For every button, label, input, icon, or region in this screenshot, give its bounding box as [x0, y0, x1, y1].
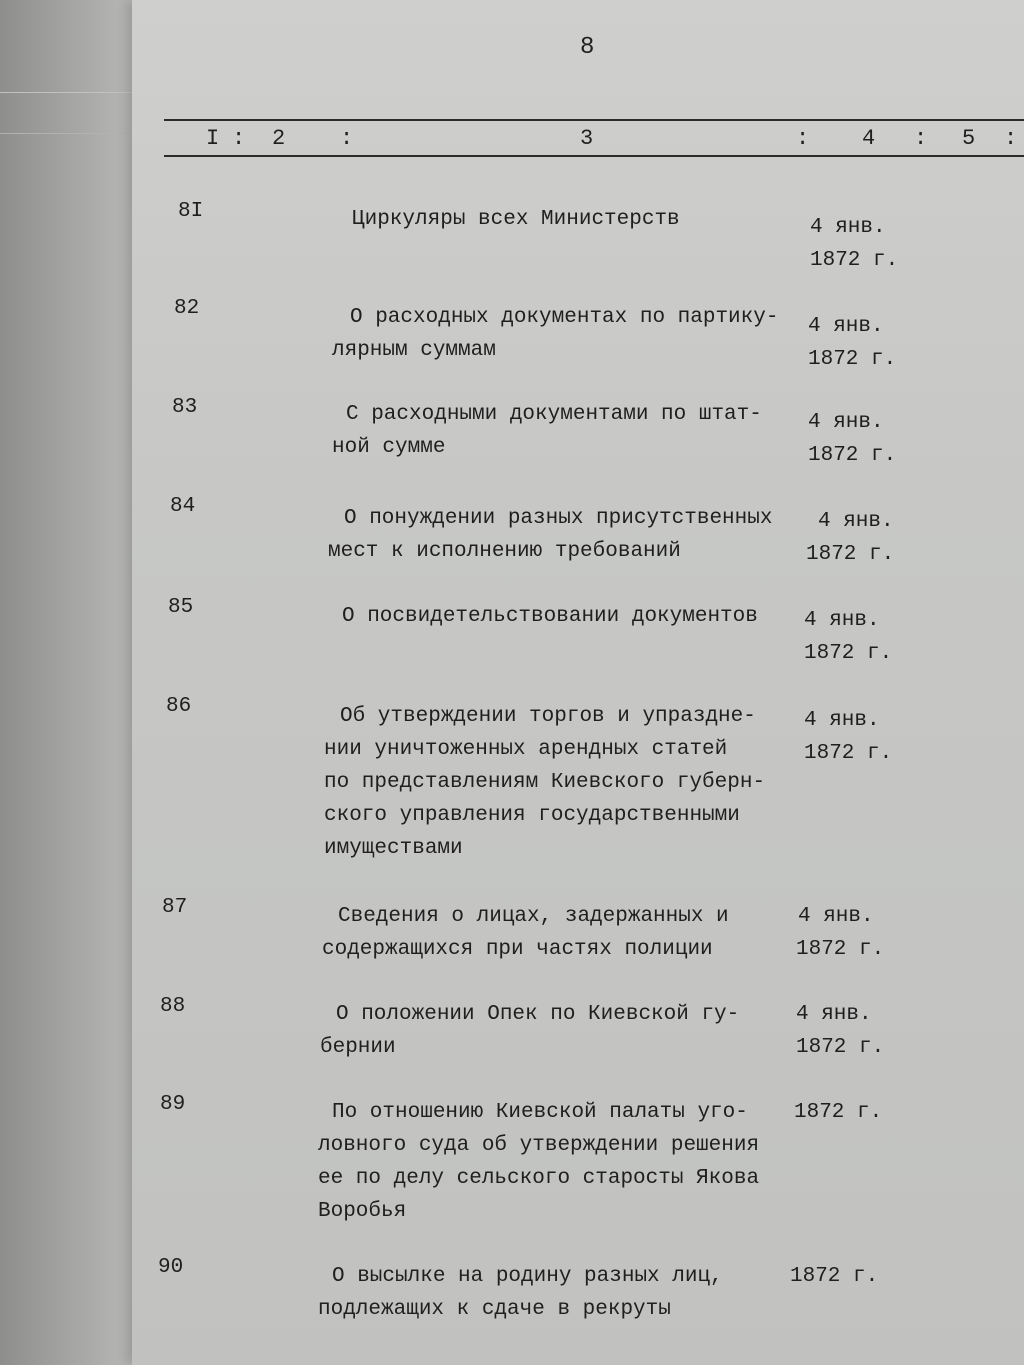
row-title-line: лярным суммам [332, 339, 496, 362]
row-number: 85 [168, 596, 194, 619]
row-title-line: по представлениям Киевского губерн- [324, 771, 766, 794]
row-title [332, 398, 762, 464]
row-title-line: О посвидетельствовании документов [342, 605, 758, 628]
row-date-day: 4 янв. [796, 1003, 872, 1026]
row-number: 8I [178, 200, 204, 223]
row-date-day: 4 янв. [810, 216, 886, 239]
row-date [808, 406, 896, 472]
row-date-day: 4 янв. [808, 315, 884, 338]
row-number: 84 [170, 495, 196, 518]
row-date [794, 1096, 882, 1129]
row-title-line: ее по делу сельского старосты Якова [318, 1167, 760, 1190]
row-title-line: О понуждении разных присутственных [344, 507, 773, 530]
row-number: 86 [166, 695, 192, 718]
row-number: 83 [172, 396, 198, 419]
column-separator: : [1004, 126, 1018, 151]
row-title [342, 600, 758, 633]
row-date-year: 1872 г. [808, 348, 897, 371]
row-date-year: 1872 г. [808, 444, 897, 467]
column-4-header: 4 [862, 126, 876, 151]
row-date-day: 4 янв. [798, 905, 874, 928]
row-title-line: нии уничтоженных арендных статей [324, 738, 728, 761]
row-title [322, 900, 729, 966]
column-3-header: 3 [580, 126, 594, 151]
row-date [790, 1260, 878, 1293]
row-date-year: 1872 г. [796, 1036, 885, 1059]
column-1-header: I [206, 126, 220, 151]
row-title-line: содержащихся при частях полиции [322, 938, 713, 961]
row-date [796, 998, 884, 1064]
page-number: 8 [580, 34, 596, 61]
row-number: 89 [160, 1093, 186, 1116]
row-number: 90 [158, 1256, 184, 1279]
row-title [324, 700, 765, 865]
table-header-top-rule [164, 119, 1024, 121]
row-title-line: ского управления государственными [324, 804, 740, 827]
row-date-year: 1872 г. [806, 543, 895, 566]
row-date-day: 4 янв. [804, 609, 880, 632]
column-5-header: 5 [962, 126, 976, 151]
column-2-header: 2 [272, 126, 286, 151]
row-date [798, 900, 884, 966]
row-title-line: О высылке на родину разных лиц, [332, 1265, 723, 1288]
table-header-bottom-rule [164, 155, 1024, 157]
row-title-line: ловного суда об утверждении решения [318, 1134, 760, 1157]
row-title-line: мест к исполнению требований [328, 540, 681, 563]
row-title-line: подлежащих к сдаче в рекруты [318, 1298, 671, 1321]
row-title-line: имуществами [324, 837, 463, 860]
row-date [806, 505, 895, 571]
row-date-year: 1872 г. [796, 938, 885, 961]
column-separator: : [232, 126, 246, 151]
row-title [352, 203, 680, 236]
row-date [808, 310, 896, 376]
column-separator: : [340, 126, 354, 151]
row-date-year: 1872 г. [810, 249, 899, 272]
adjacent-page-rule [0, 92, 132, 134]
column-separator: : [796, 126, 810, 151]
row-title [318, 1260, 723, 1326]
row-date-day: 4 янв. [808, 411, 884, 434]
row-title-line: Сведения о лицах, задержанных и [338, 905, 729, 928]
column-separator: : [914, 126, 928, 151]
row-number: 87 [162, 896, 188, 919]
row-title-line: бернии [320, 1036, 396, 1059]
row-date-year: 1872 г. [790, 1265, 879, 1288]
row-date-year: 1872 г. [804, 742, 893, 765]
row-title-line: Об утверждении торгов и упраздне- [340, 705, 756, 728]
row-date [804, 704, 892, 770]
row-title-line: О положении Опек по Киевской гу- [336, 1003, 740, 1026]
row-date [810, 211, 898, 277]
adjacent-page-edge [0, 0, 132, 1365]
row-title [320, 998, 739, 1064]
row-title-line: О расходных документах по партику- [350, 306, 779, 329]
row-date-year: 1872 г. [804, 642, 893, 665]
row-date-year: 1872 г. [794, 1101, 883, 1124]
row-title-line: Циркуляры всех Министерств [352, 208, 680, 231]
row-date-day: 4 янв. [818, 510, 894, 533]
row-date-day: 4 янв. [804, 709, 880, 732]
row-date [804, 604, 892, 670]
row-title-line: ной сумме [332, 436, 446, 459]
row-title-line: С расходными документами по штат- [346, 403, 762, 426]
row-title-line: По отношению Киевской палаты уго- [332, 1101, 748, 1124]
row-title [318, 1096, 759, 1228]
row-title [328, 502, 772, 568]
row-number: 82 [174, 297, 200, 320]
row-title [332, 301, 778, 367]
row-title-line: Воробья [318, 1200, 407, 1223]
row-number: 88 [160, 995, 186, 1018]
